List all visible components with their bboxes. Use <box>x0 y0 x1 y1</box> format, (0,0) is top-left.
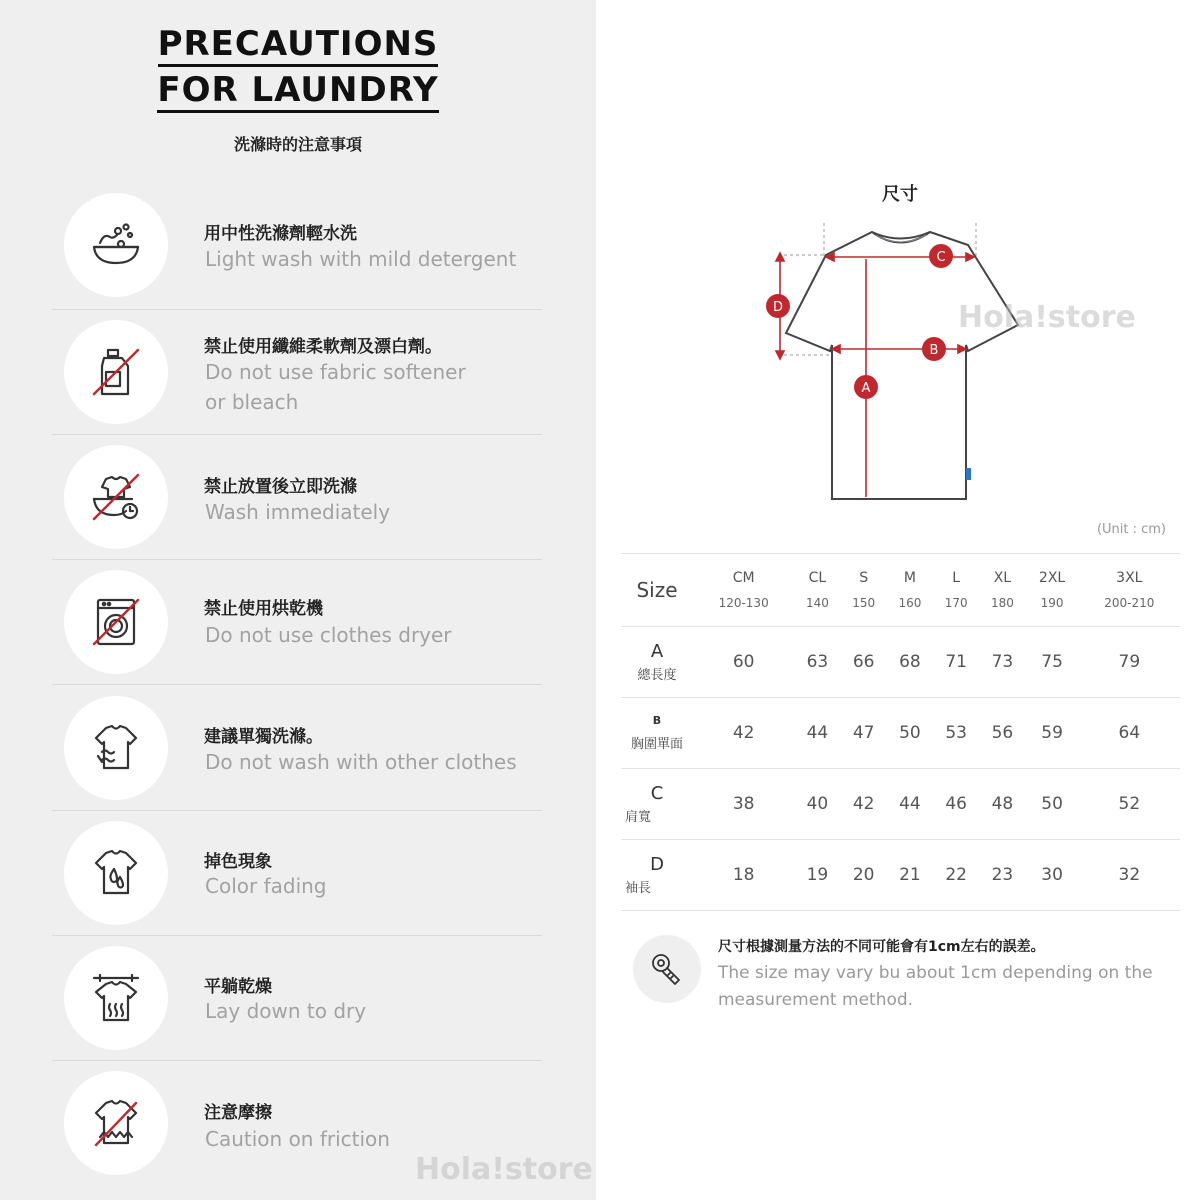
row-label: B 胸圍單面 <box>630 714 683 752</box>
table-row-d <box>621 840 1180 911</box>
tshirt-measurement-diagram <box>760 215 1040 515</box>
unit-label: (Unit : cm) <box>1096 522 1166 537</box>
svg-text:A: A <box>861 381 871 396</box>
no-dryer-icon <box>64 570 168 674</box>
measure-label-d <box>766 294 790 318</box>
table-cell: 79 <box>1118 652 1141 672</box>
table-cell: 60 <box>732 652 755 672</box>
care-item-en: Do not use fabric softener or bleach <box>205 360 466 414</box>
table-cell: 46 <box>945 794 967 814</box>
care-item-no-bleach <box>52 310 542 435</box>
table-cell: 50 <box>899 723 921 743</box>
care-item-wash-immediately <box>52 435 542 560</box>
table-row-b <box>621 698 1180 769</box>
size-table <box>621 553 1180 911</box>
care-item-en: Caution on friction <box>205 1127 390 1151</box>
table-cell: 63 <box>806 652 829 672</box>
row-label: D 袖長 <box>625 854 664 896</box>
table-cell: 52 <box>1118 794 1141 814</box>
no-soak-clock-icon <box>64 445 168 549</box>
table-cell: 30 <box>1041 865 1063 885</box>
measuring-tape-icon <box>633 935 701 1003</box>
size-col-header: S 150 <box>852 570 876 610</box>
size-col-header: 3XL 200-210 <box>1104 570 1155 610</box>
care-item-en: Do not use clothes dryer <box>205 623 452 647</box>
title-line-1: PRECAUTIONS <box>0 24 596 64</box>
divider <box>52 684 542 685</box>
size-header-label: Size <box>636 578 678 602</box>
title-line-2: FOR LAUNDRY <box>0 70 596 110</box>
care-item-zh: 注意摩擦 <box>204 1103 272 1123</box>
care-item-en: Do not wash with other clothes <box>205 750 517 774</box>
watermark: Hola!store <box>415 1152 593 1187</box>
size-col-header: XL 180 <box>990 570 1014 610</box>
hand-wash-basin-icon <box>64 193 168 297</box>
table-cell: 71 <box>945 652 967 672</box>
size-col-header: 2XL 190 <box>1038 570 1066 610</box>
measure-label-a <box>854 375 878 399</box>
table-cell: 40 <box>806 794 829 814</box>
no-friction-shirt-icon <box>64 1071 168 1175</box>
table-cell: 59 <box>1041 723 1063 743</box>
care-item-dry-flat <box>52 936 542 1061</box>
care-item-zh: 禁止放置後立即洗滌 <box>204 477 357 497</box>
table-cell: 19 <box>806 865 829 885</box>
table-cell: 23 <box>991 865 1014 885</box>
table-cell: 50 <box>1041 794 1063 814</box>
size-col-header: CM 120-130 <box>718 570 769 610</box>
dry-flat-icon <box>64 946 168 1050</box>
no-bleach-bottle-icon <box>64 320 168 424</box>
table-cell: 22 <box>945 865 967 885</box>
table-row-c <box>621 769 1180 840</box>
svg-text:D: D <box>772 300 784 315</box>
table-cell: 42 <box>852 794 875 814</box>
care-item-zh: 用中性洗滌劑輕水洗 <box>204 224 357 244</box>
care-item-en: Color fading <box>205 874 327 898</box>
laundry-precautions-panel <box>0 0 596 1200</box>
size-col-header: M 160 <box>898 570 922 610</box>
care-item-en: Lay down to dry <box>205 999 367 1023</box>
measure-label-b <box>922 337 946 361</box>
care-item-zh: 禁止使用烘乾機 <box>204 599 323 619</box>
table-cell: 68 <box>899 652 921 672</box>
table-cell: 64 <box>1118 723 1141 743</box>
table-cell: 56 <box>991 723 1014 743</box>
table-cell: 38 <box>732 794 755 814</box>
row-label: C 肩寬 <box>625 783 664 825</box>
separate-wash-shirt-icon <box>64 696 168 800</box>
size-col-header: CL 140 <box>805 570 829 610</box>
table-cell: 47 <box>852 723 875 743</box>
watermark: Hola!store <box>958 300 1136 335</box>
care-item-zh: 建議單獨洗滌。 <box>204 727 323 747</box>
table-cell: 32 <box>1118 865 1141 885</box>
table-cell: 21 <box>899 865 921 885</box>
care-item-hand-wash <box>52 185 542 310</box>
size-chart-title: 尺寸 <box>882 184 918 205</box>
measure-label-c <box>929 244 953 268</box>
care-item-no-dryer <box>52 560 542 685</box>
svg-text:B: B <box>929 343 939 358</box>
svg-text:C: C <box>936 250 946 265</box>
table-cell: 75 <box>1041 652 1063 672</box>
table-cell: 20 <box>852 865 875 885</box>
measurement-note-zh: 尺寸根據測量方法的不同可能會有1cm左右的誤差。 <box>718 939 1045 955</box>
care-item-color-fading <box>52 811 542 936</box>
table-cell: 44 <box>899 794 921 814</box>
care-item-en: Light wash with mild detergent <box>205 247 517 271</box>
size-table-header <box>621 554 1180 627</box>
table-row-a <box>621 627 1180 698</box>
table-cell: 66 <box>852 652 875 672</box>
color-fading-shirt-icon <box>64 821 168 925</box>
row-label: A 總長度 <box>637 641 677 683</box>
table-cell: 73 <box>991 652 1014 672</box>
care-item-zh: 平躺乾燥 <box>204 977 272 997</box>
measurement-note-en: The size may vary bu about 1cm depending on the measurement method. <box>718 963 1153 1010</box>
size-col-header: L 170 <box>944 570 968 610</box>
table-cell: 18 <box>732 865 755 885</box>
care-item-zh: 掉色現象 <box>204 852 272 872</box>
table-cell: 48 <box>991 794 1014 814</box>
table-cell: 44 <box>806 723 829 743</box>
table-cell: 42 <box>732 723 755 743</box>
care-item-separate-wash <box>52 686 542 811</box>
table-cell: 53 <box>945 723 967 743</box>
care-item-en: Wash immediately <box>205 500 391 524</box>
subtitle: 洗滌時的注意事項 <box>233 135 362 154</box>
care-item-zh: 禁止使用纖維柔軟劑及漂白劑。 <box>204 337 442 357</box>
